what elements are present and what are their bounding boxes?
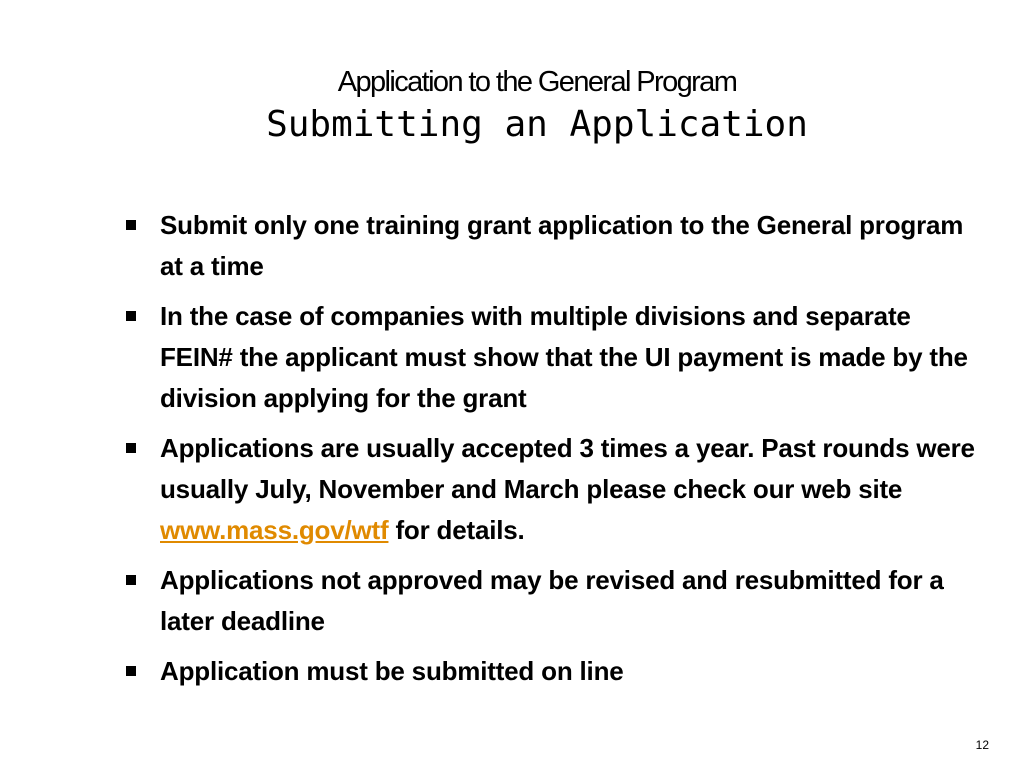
bullet-text-after-link: for details. <box>388 515 525 545</box>
bullet-text: Submit only one training grant application to the General program at a time <box>160 210 964 281</box>
bullet-list <box>120 205 980 701</box>
square-bullet-icon <box>126 220 136 230</box>
bullet-text: In the case of companies with multiple divisions and separate FEIN# the applicant must show that the UI payment is made by the division applying for the grant <box>160 301 968 413</box>
website-link[interactable]: www.mass.gov/wtf <box>160 515 389 545</box>
square-bullet-icon <box>126 311 136 321</box>
bullet-item <box>120 651 980 692</box>
square-bullet-icon <box>126 443 136 453</box>
slide-title-line1: Application to the General Program <box>337 66 737 98</box>
slide-title-line2: Submitting an Application <box>266 104 808 145</box>
bullet-text: Applications not approved may be revised and resubmitted for a later deadline <box>160 565 944 636</box>
bullet-item <box>120 428 980 551</box>
square-bullet-icon <box>126 666 136 676</box>
bullet-text: Application must be submitted on line <box>160 656 624 686</box>
bullet-text-before-link: Applications are usually accepted 3 times a year. Past rounds were usually July, November and March please check our web site <box>160 433 975 504</box>
square-bullet-icon <box>126 575 136 585</box>
bullet-item <box>120 205 980 287</box>
page-number: 12 <box>975 738 989 752</box>
bullet-item <box>120 560 980 642</box>
slide-title <box>0 62 1024 148</box>
bullet-item <box>120 296 980 419</box>
